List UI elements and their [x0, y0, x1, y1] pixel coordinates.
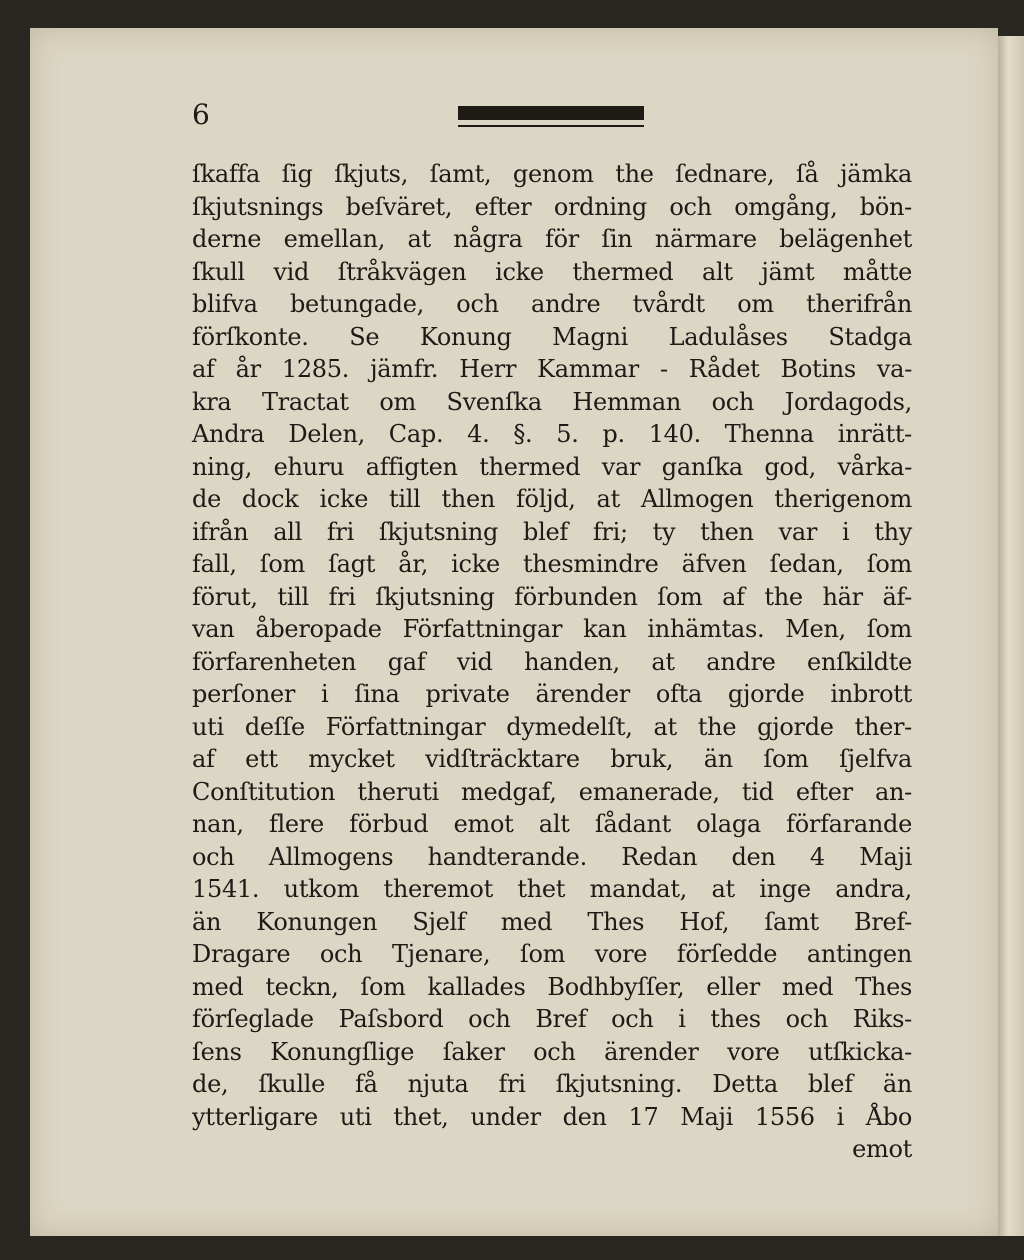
text-line: förſeglade Paſsbord och Bref och i thes och Riks- — [192, 1005, 912, 1033]
text-line: än Konungen Sjelf med Thes Hof, ſamt Bref- — [192, 907, 912, 936]
page-edge — [998, 36, 1024, 1236]
catchword: emot — [852, 1135, 912, 1163]
text-line: af ett mycket vidſträcktare bruk, än ſom ſjelfva — [192, 745, 912, 773]
text-line: af år 1285. jämfr. Herr Kammar - Rådet Botins va- — [192, 355, 912, 383]
text-line: uti deſſe Författningar dymedelſt, at the gjorde ther- — [192, 712, 912, 741]
text-line: van åberopade Författningar kan inhämtas. Men, ſom — [192, 615, 912, 643]
text-line: ſkull vid ſtråkvägen icke thermed alt jämt måtte — [192, 257, 912, 286]
text-line: fall, ſom ſagt år, icke thesmindre äfven ſedan, ſom — [192, 550, 912, 578]
text-line: 1541. utkom theremot thet mandat, at inge andra, — [192, 875, 912, 903]
text-line: och Allmogens handterande. Redan den 4 Maji — [192, 842, 912, 871]
text-line: Andra Delen, Cap. 4. §. 5. p. 140. Thenna inrätt- — [192, 420, 912, 448]
scan-border — [0, 1236, 1024, 1260]
text-line: förfarenheten gaf vid handen, at andre enſkildte — [192, 647, 912, 676]
page-number: 6 — [192, 98, 210, 131]
text-line: med teckn, ſom kallades Bodhbyſſer, eller med Thes — [192, 972, 912, 1001]
text-line: Dragare och Tjenare, ſom vore förſedde antingen — [192, 940, 912, 968]
text-line: Conſtitution theruti medgaf, emanerade, tid efter an- — [192, 777, 912, 806]
text-line: perſoner i ſina private ärender ofta gjorde inbrott — [192, 680, 912, 708]
text-line: de, ſkulle få njuta fri ſkjutsning. Detta blef än — [192, 1070, 912, 1098]
text-line: nan, flere förbud emot alt ſådant olaga förfarande — [192, 810, 912, 838]
body-text — [192, 158, 912, 1166]
text-line: derne emellan, at några för ſin närmare belägenhet — [192, 225, 912, 253]
text-line: kra Tractat om Svenſka Hemman och Jordagods, — [192, 387, 912, 416]
text-line: förſkonte. Se Konung Magni Ladulåses Stadga — [192, 322, 912, 351]
text-line: förut, till fri ſkjutsning förbunden ſom af the här äf- — [192, 582, 912, 611]
text-line: ſkaffa ſig ſkjuts, ſamt, genom the ſednare, ſå jämka — [192, 160, 912, 188]
text-line: ytterligare uti thet, under den 17 Maji 1556 i Åbo — [192, 1102, 912, 1131]
text-line: ifrån all fri ſkjutsning blef fri; ty then var i thy — [192, 517, 912, 546]
text-line: ning, ehuru affigten thermed var ganſka god, vårka- — [192, 452, 912, 481]
text-line: de dock icke till then följd, at Allmogen therigenom — [192, 485, 912, 513]
header-ornament-rule — [458, 106, 644, 120]
text-line: blifva betungade, och andre tvårdt om therifrån — [192, 290, 912, 318]
text-line: ſkjutsnings beſväret, efter ordning och omgång, bön- — [192, 192, 912, 221]
text-line: ſens Konungſlige ſaker och ärender vore utſkicka- — [192, 1037, 912, 1066]
header-thin-rule — [458, 125, 644, 127]
